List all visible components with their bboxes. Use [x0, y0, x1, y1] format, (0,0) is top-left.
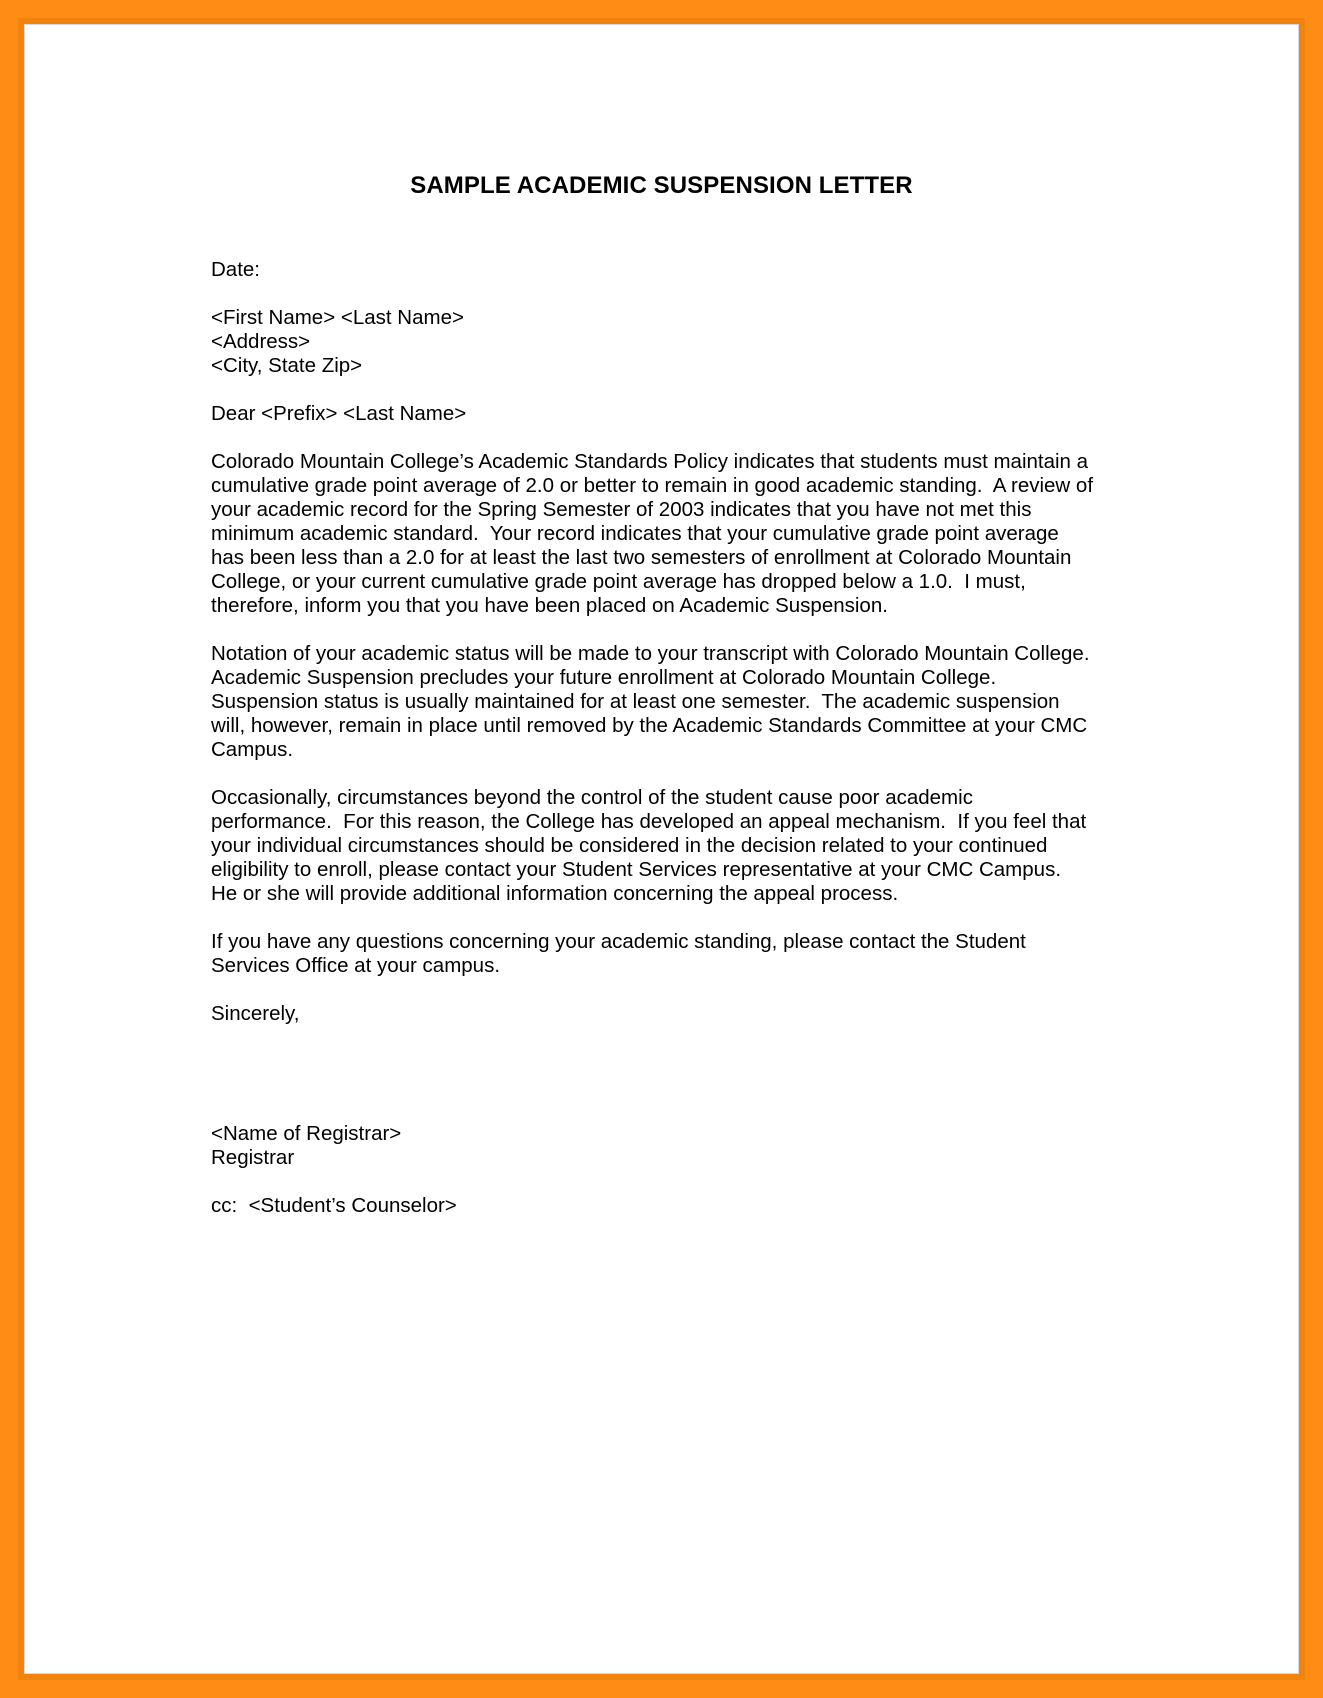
date-label: Date: [211, 258, 260, 281]
paragraph-4 [211, 930, 1141, 978]
signature-space [211, 1050, 1141, 1122]
paragraph-line: Suspension status is usually maintained for at least one semester. The academic suspension [211, 690, 1060, 713]
paragraph-2 [211, 642, 1141, 762]
paragraph-line: performance. For this reason, the College has developed an appeal mechanism. If you feel that [211, 810, 1087, 833]
paragraph-line: He or she will provide additional information concerning the appeal process. [211, 882, 899, 905]
paragraph-line: Academic Suspension precludes your future enrollment at Colorado Mountain College. [211, 666, 997, 689]
letter-body [211, 258, 1141, 1242]
paragraph-line: Notation of your academic status will be made to your transcript with Colorado Mountain College. [211, 642, 1090, 665]
date-line [211, 258, 1141, 282]
recipient-city-state-zip: <City, State Zip> [211, 354, 363, 377]
paragraph-line: therefore, inform you that you have been placed on Academic Suspension. [211, 594, 888, 617]
cc-text: cc: <Student’s Counselor> [211, 1194, 457, 1217]
paragraph-1 [211, 450, 1141, 618]
paragraph-line: Colorado Mountain College’s Academic Standards Policy indicates that students must maintain a [211, 450, 1089, 473]
paragraph-line: your individual circumstances should be considered in the decision related to your continued [211, 834, 1048, 857]
registrar-title: Registrar [211, 1146, 295, 1169]
registrar-name: <Name of Registrar> [211, 1122, 402, 1145]
recipient-address: <Address> [211, 330, 311, 353]
paragraph-line: College, or your current cumulative grade point average has dropped below a 1.0. I must, [211, 570, 1026, 593]
recipient-name: <First Name> <Last Name> [211, 306, 464, 329]
paragraph-3 [211, 786, 1141, 906]
paragraph-line: Services Office at your campus. [211, 954, 501, 977]
paragraph-line: Occasionally, circumstances beyond the control of the student cause poor academic [211, 786, 973, 809]
signature-block [211, 1122, 1141, 1170]
paragraph-line: cumulative grade point average of 2.0 or better to remain in good academic standing. A review of [211, 474, 1094, 497]
salutation-text: Dear <Prefix> <Last Name> [211, 402, 467, 425]
salutation [211, 402, 1141, 426]
paragraph-line: eligibility to enroll, please contact your Student Services representative at your CMC Campus. [211, 858, 1062, 881]
paragraph-line: your academic record for the Spring Semester of 2003 indicates that you have not met this [211, 498, 1032, 521]
paragraph-line: Campus. [211, 738, 294, 761]
cc-line [211, 1194, 1141, 1218]
paragraph-line: minimum academic standard. Your record indicates that your cumulative grade point average [211, 522, 1059, 545]
paragraph-line: has been less than a 2.0 for at least the last two semesters of enrollment at Colorado Mountain [211, 546, 1072, 569]
document-title: SAMPLE ACADEMIC SUSPENSION LETTER [410, 172, 913, 199]
paragraph-line: will, however, remain in place until removed by the Academic Standards Committee at your CMC [211, 714, 1088, 737]
paragraph-line: If you have any questions concerning your academic standing, please contact the Student [211, 930, 1026, 953]
recipient-block [211, 306, 1141, 378]
closing [211, 1002, 1141, 1026]
closing-text: Sincerely, [211, 1002, 300, 1025]
